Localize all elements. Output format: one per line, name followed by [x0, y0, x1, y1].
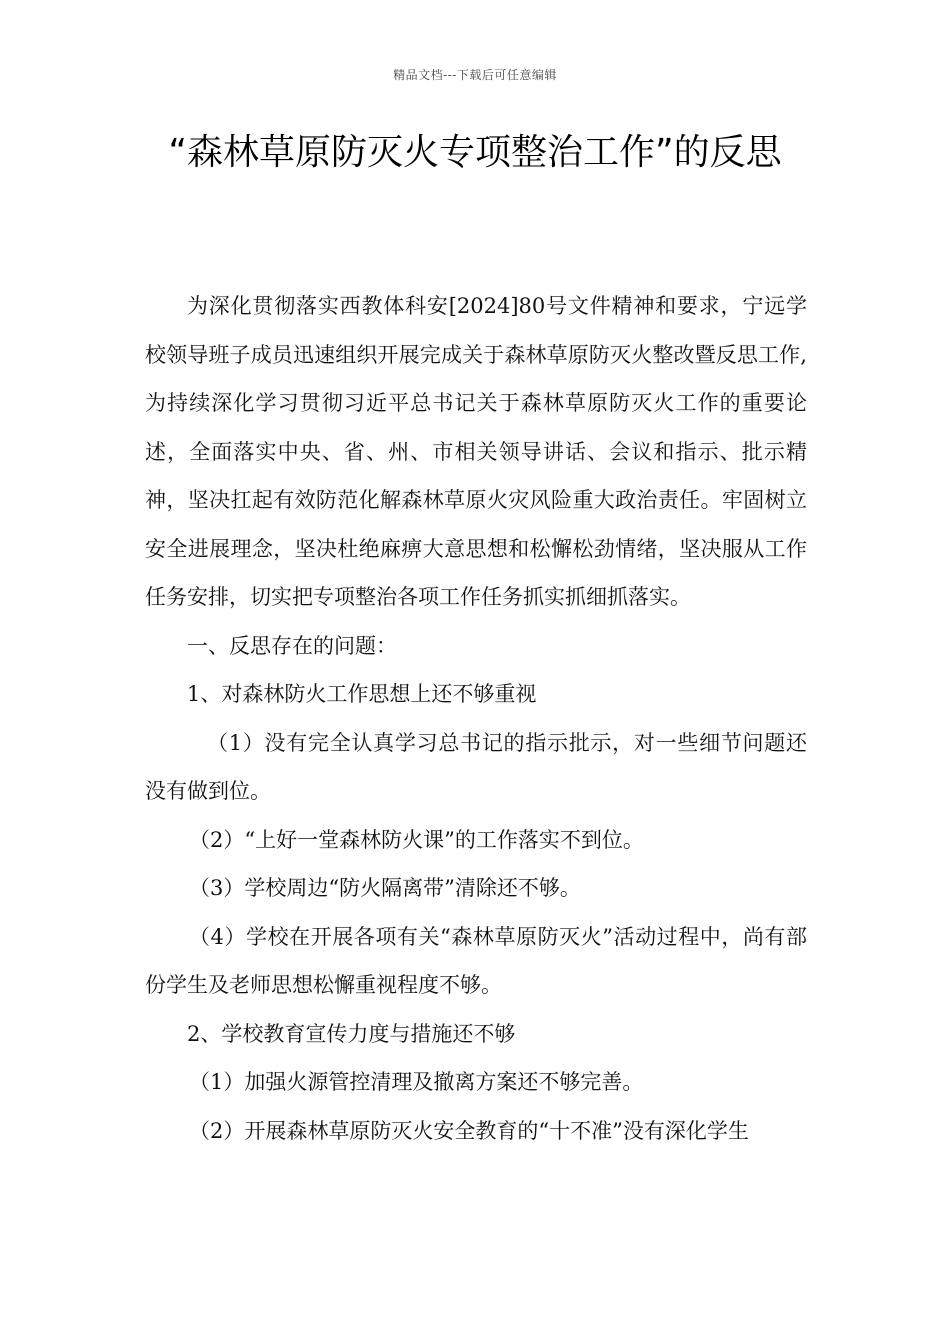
list-item-2-1: （1）加强火源管控清理及撤离方案还不够完善。 [189, 1070, 644, 1094]
document-title: “森林草原防灭火专项整治工作”的反思 [168, 132, 782, 173]
paragraph-intro: 为深化贯彻落实西教体科安[2024]80号文件精神和要求，宁远学校领导班子成员迅速组织开展完成关于森林草原防灭火整改暨反思工作,为持续深化学习贯彻习近平总书记关于森林草原防灭火工作的重要论述，全面落实中央、省、州、市相关领导讲话、会议和指示、批示精神，坚决扛起有效防范化解森林草原火灾风险重大政治责任。牢固树立安全进展理念，坚决杜绝麻痹大意思想和松懈松劲情绪，坚决服从工作任务安排，切实把专项整治各项工作任务抓实抓细抓落实。 [145, 294, 807, 609]
section-heading-problems: 一、反思存在的问题： [187, 633, 397, 658]
list-item-1-2: （2）“上好一堂森林防火课”的工作落实不到位。 [189, 827, 644, 852]
list-item-2-2: （2）开展森林草原防灭火安全教育的“十不准”没有深化学生 [189, 1118, 749, 1143]
list-item-1-4: （4）学校在开展各项有关“森林草原防灭火”活动过程中，尚有部份学生及老师思想松懈重视程度不够。 [145, 924, 807, 997]
header-note: 精品文档---下载后可任意编辑 [393, 68, 557, 82]
item-heading-2: 2、学校教育宣传力度与措施还不够 [187, 1021, 516, 1046]
item-heading-1: 1、对森林防火工作思想上还不够重视 [187, 682, 537, 706]
document-body [145, 282, 807, 1155]
list-item-1-3: （3）学校周边“防火隔离带”清除还不够。 [189, 876, 581, 900]
list-item-1-1: （1）没有完全认真学习总书记的指示批示，对一些细节问题还没有做到位。 [145, 730, 807, 803]
